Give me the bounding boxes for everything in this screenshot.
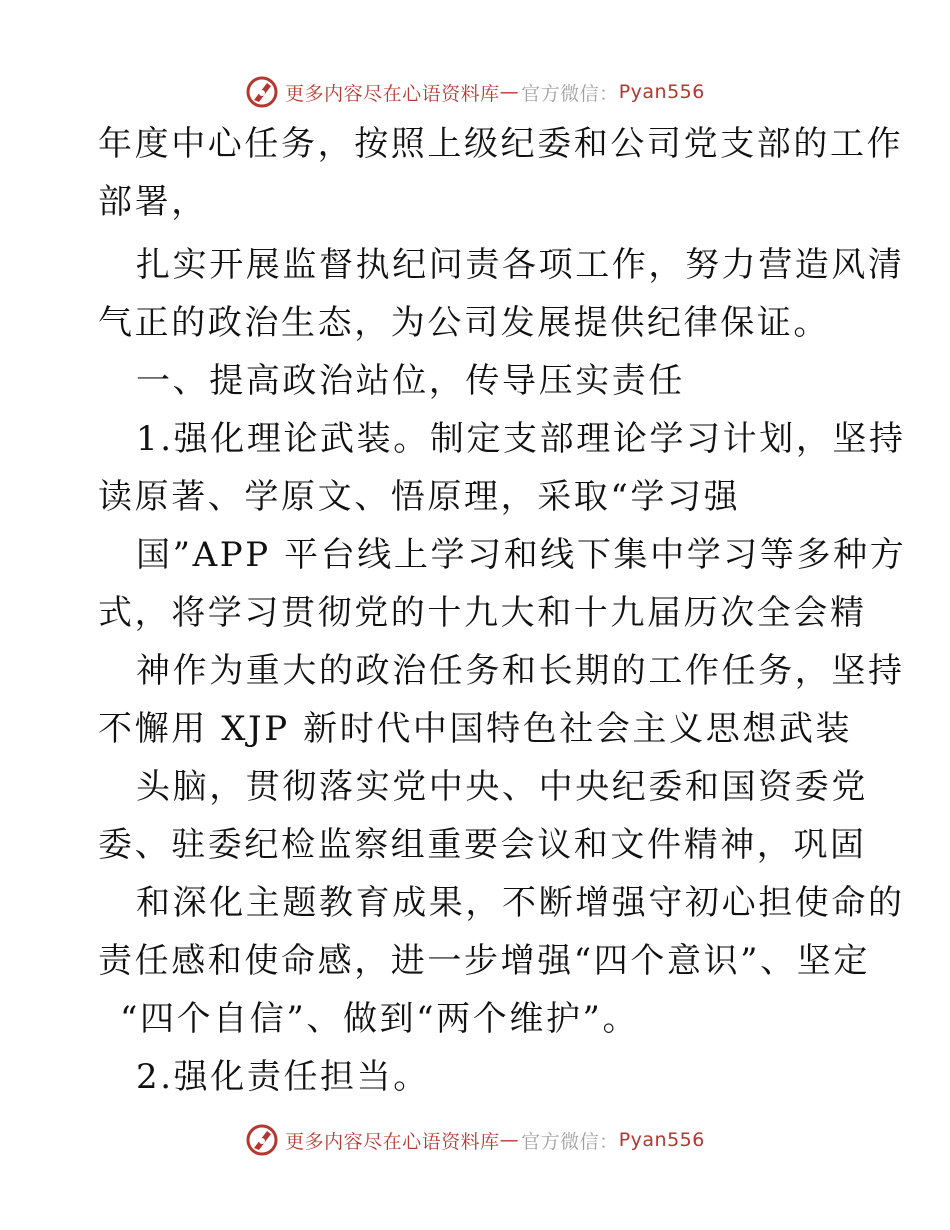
text-line: 扎实开展监督执纪问责各项工作，努力营造风清 [136,245,905,285]
text-line: 1.强化理论武装。制定支部理论学习计划，坚持 [136,419,906,459]
watermark-dash: — [499,1129,520,1151]
text-line: 读原著、学原文、悟原理，采取“学习强 [98,477,741,517]
section-heading: 一、提高政治站位，传导压实责任 [136,361,685,401]
text-line: 年度中心任务，按照上级纪委和公司党支部的工作 [98,124,904,164]
watermark-dash: — [499,81,520,103]
watermark-wechat-id: Pyan556 [618,81,705,103]
watermark-official-label: 官方微信： [521,82,619,105]
text-line: 神作为重大的政治任务和长期的工作任务，坚持 [136,651,905,691]
text-line: 不懈用 XJP 新时代中国特色社会主义思想武装 [98,709,853,749]
watermark-main-text: 更多内容尽在心语资料库 [285,1130,500,1153]
fountain-pen-logo-icon [245,75,279,109]
subsection-heading: 2.强化责任担当。 [136,1057,430,1097]
watermark-wechat-id: Pyan556 [618,1129,705,1151]
text-line: 和深化主题教育成果，不断增强守初心担使命的 [136,883,905,923]
text-line: 气正的政治生态，为公司发展提供纪律保证。 [98,303,830,343]
text-line: 国”APP 平台线上学习和线下集中学习等多种方 [136,535,907,575]
text-line: 委、驻委纪检监察组重要会议和文件精神，巩固 [98,825,867,865]
text-line: 式，将学习贯彻党的十九大和十九届历次全会精 [98,593,867,633]
text-line: 头脑，贯彻落实党中央、中央纪委和国资委党 [136,767,868,807]
fountain-pen-logo-icon [245,1123,279,1157]
header-watermark [0,72,950,112]
watermark-main-text: 更多内容尽在心语资料库 [285,82,500,105]
footer-watermark [0,1120,950,1160]
text-line: 责任感和使命感，进一步增强“四个意识”、坚定 [98,941,870,981]
text-line: “四个自信”、做到“两个维护”。 [120,999,640,1039]
text-line: 部署， [98,182,208,222]
watermark-official-label: 官方微信： [521,1130,619,1153]
